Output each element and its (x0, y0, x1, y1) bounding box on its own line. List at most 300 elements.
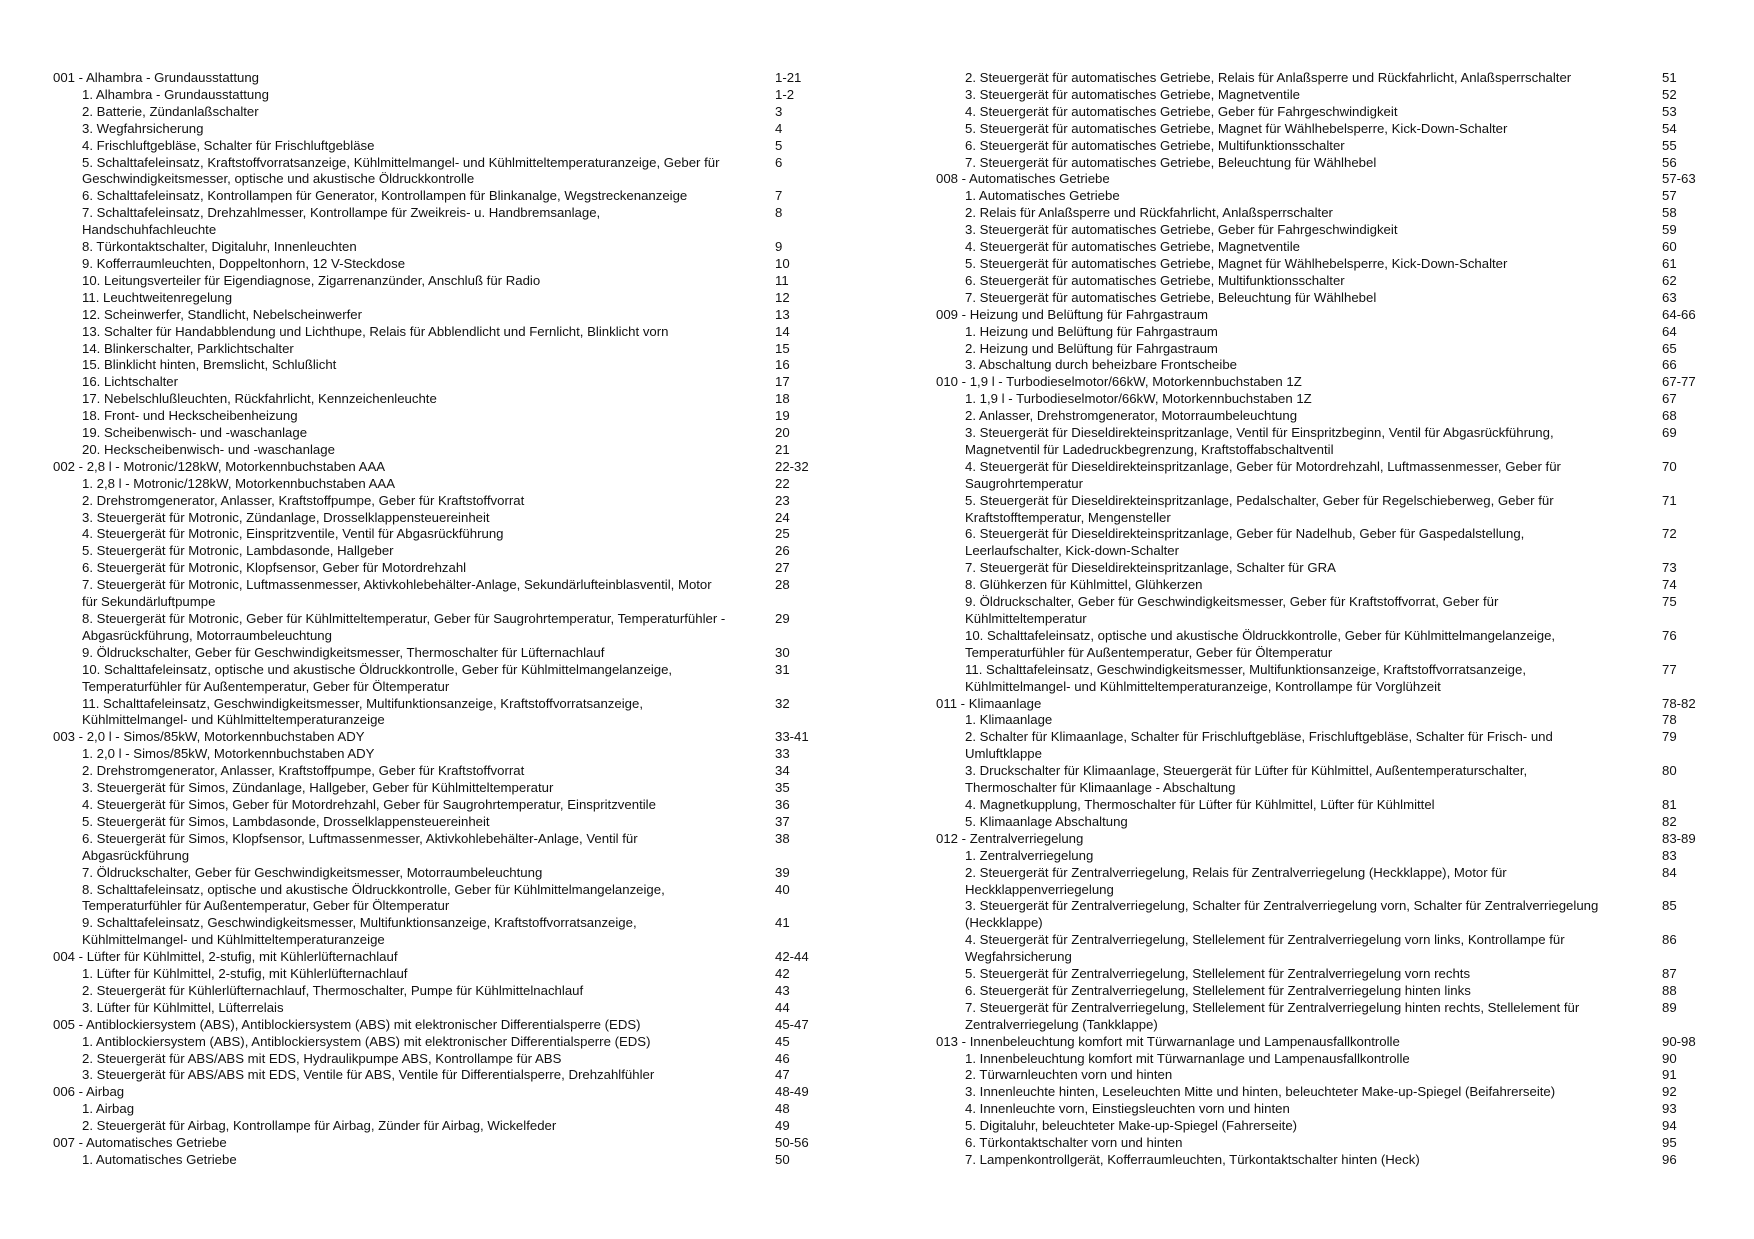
entry-title: 003 - 2,0 l - Simos/85kW, Motorkennbuchstaben ADY (53, 729, 365, 745)
entry-page-number: 60 (1662, 239, 1677, 255)
toc-subentry (936, 848, 1696, 865)
entry-title: 1. 2,0 l - Simos/85kW, Motorkennbuchstaben ADY (82, 746, 375, 762)
entry-title: 3. Steuergerät für Simos, Zündanlage, Hallgeber, Geber für Kühlmitteltemperatur (82, 780, 554, 796)
toc-subentry (936, 138, 1696, 155)
entry-title: 3. Steuergerät für ABS/ABS mit EDS, Ventile für ABS, Ventile für Differentialsperre, Drehzahlfühler (82, 1067, 655, 1083)
toc-subentry (936, 628, 1696, 662)
toc-section-heading (53, 729, 913, 746)
entry-title: 3. Steuergerät für automatisches Getriebe, Magnetventile (965, 86, 1300, 102)
entry-page-number: 70 (1662, 458, 1677, 474)
entry-title: 5. Schalttafeleinsatz, Kraftstoffvorratsanzeige, Kühlmittelmangel- und Kühlmitteltemperaturanzeige, Geber für Geschwindigkeitsmesser, optische und akustische Öldruckkontrolle (82, 154, 720, 187)
entry-title: 4. Steuergerät für automatisches Getriebe, Geber für Fahrgeschwindigkeit (965, 103, 1398, 119)
entry-title: 6. Türkontaktschalter vorn und hinten (965, 1135, 1183, 1151)
entry-page-number: 83 (1662, 847, 1677, 863)
toc-subentry (53, 357, 913, 374)
toc-subentry (936, 1067, 1696, 1084)
entry-page-number: 45 (775, 1033, 790, 1049)
entry-page-number: 87 (1662, 966, 1677, 982)
toc-subentry (936, 560, 1696, 577)
toc-subentry (53, 273, 913, 290)
toc-section-heading (53, 70, 913, 87)
entry-page-number: 94 (1662, 1118, 1677, 1134)
entry-page-number: 62 (1662, 272, 1677, 288)
toc-subentry (53, 763, 913, 780)
toc-subentry (53, 256, 913, 273)
toc-subentry (936, 87, 1696, 104)
entry-title: 013 - Innenbeleuchtung komfort mit Türwarnanlage und Lampenausfallkontrolle (936, 1033, 1400, 1049)
entry-page-number: 57-63 (1662, 171, 1696, 187)
toc-subentry (936, 865, 1696, 899)
entry-page-number: 82 (1662, 813, 1677, 829)
toc-subentry (53, 341, 913, 358)
entry-title: 5. Digitaluhr, beleuchteter Make-up-Spiegel (Fahrerseite) (965, 1118, 1298, 1134)
toc-section-heading (936, 831, 1696, 848)
toc-subentry (936, 408, 1696, 425)
entry-title: 3. Abschaltung durch beheizbare Frontscheibe (965, 357, 1237, 373)
entry-title: 2. Relais für Anlaßsperre und Rückfahrlicht, Anlaßsperrschalter (965, 205, 1333, 221)
toc-subentry (53, 408, 913, 425)
entry-title: 5. Steuergerät für automatisches Getriebe, Magnet für Wählhebelsperre, Kick-Down-Schalter (965, 120, 1508, 136)
entry-page-number: 65 (1662, 340, 1677, 356)
toc-subentry (936, 391, 1696, 408)
toc-subentry (53, 442, 913, 459)
entry-page-number: 50 (775, 1152, 790, 1167)
toc-subentry (53, 104, 913, 121)
entry-page-number: 21 (775, 441, 790, 457)
entry-title: 001 - Alhambra - Grundausstattung (53, 70, 259, 85)
entry-title: 7. Steuergerät für Motronic, Luftmassenmesser, Aktivkohlebehälter-Anlage, Sekundärlufteinblasventil, Motor für Sekundärluftpumpe (82, 577, 712, 610)
toc-subentry (936, 188, 1696, 205)
entry-title: 3. Lüfter für Kühlmittel, Lüfterrelais (82, 999, 284, 1015)
toc-subentry (53, 121, 913, 138)
entry-page-number: 26 (775, 543, 790, 559)
entry-title: 11. Leuchtweitenregelung (82, 289, 233, 305)
entry-title: 006 - Airbag (53, 1084, 125, 1100)
entry-page-number: 90-98 (1662, 1033, 1696, 1049)
entry-title: 10. Schalttafeleinsatz, optische und akustische Öldruckkontrolle, Geber für Kühlmittelmangelanzeige, Temperaturfühler für Außentemperatur, Geber für Öltemperatur (82, 661, 673, 694)
entry-title: 4. Innenleuchte vorn, Einstiegsleuchten vorn und hinten (965, 1101, 1290, 1117)
toc-section-heading (53, 949, 913, 966)
entry-title: 1. Heizung und Belüftung für Fahrgastraum (965, 323, 1218, 339)
entry-title: 1. Automatisches Getriebe (965, 188, 1120, 204)
entry-page-number: 10 (775, 255, 790, 271)
toc-subentry (936, 1101, 1696, 1118)
entry-title: 7. Steuergerät für automatisches Getriebe, Beleuchtung für Wählhebel (965, 289, 1377, 305)
toc-subentry (53, 1152, 913, 1169)
entry-title: 8. Schalttafeleinsatz, optische und akustische Öldruckkontrolle, Geber für Kühlmittelmangelanzeige, Temperaturfühler für Außentemperatur, Geber für Öltemperatur (82, 881, 665, 914)
entry-page-number: 72 (1662, 526, 1677, 542)
toc-subentry (936, 662, 1696, 696)
entry-title: 5. Steuergerät für automatisches Getriebe, Magnet für Wählhebelsperre, Kick-Down-Schalter (965, 255, 1508, 271)
entry-page-number: 12 (775, 289, 790, 305)
entry-page-number: 22 (775, 475, 790, 491)
entry-page-number: 41 (775, 915, 790, 931)
entry-page-number: 5 (775, 137, 783, 153)
entry-title: 6. Steuergerät für Motronic, Klopfsensor, Geber für Motordrehzahl (82, 560, 467, 576)
entry-title: 1. Innenbeleuchtung komfort mit Türwarnanlage und Lampenausfallkontrolle (965, 1050, 1410, 1066)
toc-subentry (53, 983, 913, 1000)
toc-subentry (936, 324, 1696, 341)
entry-page-number: 27 (775, 560, 790, 576)
entry-title: 2. Steuergerät für Airbag, Kontrollampe für Airbag, Zünder für Airbag, Wickelfeder (82, 1118, 557, 1134)
entry-title: 1. Klimaanlage (965, 712, 1053, 728)
entry-page-number: 96 (1662, 1152, 1677, 1167)
entry-title: 2. Steuergerät für ABS/ABS mit EDS, Hydraulikpumpe ABS, Kontrollampe für ABS (82, 1050, 562, 1066)
toc-subentry (936, 239, 1696, 256)
entry-title: 11. Schalttafeleinsatz, Geschwindigkeitsmesser, Multifunktionsanzeige, Kraftstoffvorratsanzeige, Kühlmittelmangel- und Kühlmitteltemperaturanzeige, Kontrollampe für Vorglühzeit (965, 661, 1526, 694)
entry-page-number: 33-41 (775, 729, 809, 745)
entry-title: 5. Steuergerät für Zentralverriegelung, Stellelement für Zentralverriegelung vorn rechts (965, 966, 1471, 982)
entry-title: 4. Steuergerät für Dieseldirekteinspritzanlage, Geber für Motordrehzahl, Luftmassenmesser, Geber für Saugrohrtemperatur (965, 458, 1561, 491)
entry-page-number: 77 (1662, 661, 1677, 677)
toc-subentry (53, 391, 913, 408)
toc-subentry (53, 865, 913, 882)
toc-subentry (53, 1101, 913, 1118)
toc-subentry (936, 1000, 1696, 1034)
entry-title: 7. Lampenkontrollgerät, Kofferraumleuchten, Türkontaktschalter hinten (Heck) (965, 1152, 1420, 1167)
entry-title: 7. Schalttafeleinsatz, Drehzahlmesser, Kontrollampe für Zweikreis- u. Handbremsanlage, Handschuhfachleuchte (82, 205, 601, 238)
toc-subentry (53, 1118, 913, 1135)
toc-subentry (936, 341, 1696, 358)
entry-title: 4. Steuergerät für Motronic, Einspritzventile, Ventil für Abgasrückführung (82, 526, 504, 542)
toc-section-heading (936, 171, 1696, 188)
entry-title: 5. Steuergerät für Motronic, Lambdasonde, Hallgeber (82, 543, 394, 559)
toc-subentry (53, 560, 913, 577)
entry-page-number: 76 (1662, 627, 1677, 643)
toc-subentry (53, 87, 913, 104)
entry-title: 7. Öldruckschalter, Geber für Geschwindigkeitsmesser, Motorraumbeleuchtung (82, 864, 543, 880)
entry-title: 3. Druckschalter für Klimaanlage, Steuergerät für Lüfter für Kühlmittel, Außentemperaturschalter, Thermoschalter für Klimaanlage - Abschaltung (965, 763, 1528, 796)
entry-page-number: 83-89 (1662, 830, 1696, 846)
toc-subentry (936, 222, 1696, 239)
toc-subentry (53, 307, 913, 324)
entry-title: 11. Schalttafeleinsatz, Geschwindigkeitsmesser, Multifunktionsanzeige, Kraftstoffvorratsanzeige, Kühlmittelmangel- und Kühlmitteltemperaturanzeige (82, 695, 643, 728)
entry-page-number: 75 (1662, 594, 1677, 610)
entry-page-number: 80 (1662, 763, 1677, 779)
toc-subentry (936, 1135, 1696, 1152)
toc-subentry (936, 1084, 1696, 1101)
entry-title: 2. Drehstromgenerator, Anlasser, Kraftstoffpumpe, Geber für Kraftstoffvorrat (82, 763, 525, 779)
toc-subentry (53, 239, 913, 256)
entry-title: 2. Türwarnleuchten vorn und hinten (965, 1067, 1173, 1083)
toc-section-heading (936, 374, 1696, 391)
entry-page-number: 44 (775, 999, 790, 1015)
entry-page-number: 63 (1662, 289, 1677, 305)
toc-subentry (936, 121, 1696, 138)
toc-subentry (936, 205, 1696, 222)
entry-title: 3. Steuergerät für Dieseldirekteinspritzanlage, Ventil für Einspritzbeginn, Ventil für Abgasrückführung, Magnetventil für Ladedruckbegrenzung, Kraftstoffabschaltventil (965, 425, 1554, 457)
entry-page-number: 57 (1662, 188, 1677, 204)
entry-page-number: 42-44 (775, 949, 809, 965)
entry-page-number: 88 (1662, 982, 1677, 998)
entry-title: 2. Anlasser, Drehstromgenerator, Motorraumbeleuchtung (965, 408, 1298, 424)
entry-page-number: 67 (1662, 391, 1677, 407)
entry-title: 2. Steuergerät für automatisches Getriebe, Relais für Anlaßsperre und Rückfahrlicht, Anlaßsperrschalter (965, 70, 1572, 85)
entry-title: 9. Öldruckschalter, Geber für Geschwindigkeitsmesser, Thermoschalter für Lüfternachlauf (82, 644, 605, 660)
entry-page-number: 34 (775, 763, 790, 779)
entry-title: 3. Wegfahrsicherung (82, 120, 204, 136)
entry-title: 6. Steuergerät für Dieseldirekteinspritzanlage, Geber für Nadelhub, Geber für Gaspedalstellung, Leerlaufschalter, Kick-down-Schalter (965, 526, 1525, 559)
toc-subentry (53, 205, 913, 239)
toc-subentry (936, 155, 1696, 172)
entry-page-number: 40 (775, 881, 790, 897)
entry-page-number: 32 (775, 695, 790, 711)
entry-title: 4. Steuergerät für Simos, Geber für Motordrehzahl, Geber für Saugrohrtemperatur, Einspritzventile (82, 796, 656, 812)
toc-subentry (53, 645, 913, 662)
toc-subentry (53, 510, 913, 527)
entry-page-number: 73 (1662, 560, 1677, 576)
entry-page-number: 79 (1662, 729, 1677, 745)
entry-page-number: 58 (1662, 205, 1677, 221)
entry-page-number: 48-49 (775, 1084, 809, 1100)
toc-subentry (53, 696, 913, 730)
entry-page-number: 95 (1662, 1135, 1677, 1151)
entry-page-number: 11 (775, 272, 789, 288)
entry-page-number: 93 (1662, 1101, 1677, 1117)
entry-title: 4. Frischluftgebläse, Schalter für Frischluftgebläse (82, 137, 375, 153)
entry-page-number: 43 (775, 982, 790, 998)
entry-title: 1. Antiblockiersystem (ABS), Antiblockiersystem (ABS) mit elektronischer Differentialsperre (EDS) (82, 1033, 651, 1049)
toc-subentry (53, 425, 913, 442)
toc-subentry (53, 476, 913, 493)
entry-page-number: 51 (1662, 70, 1677, 85)
entry-title: 9. Schalttafeleinsatz, Geschwindigkeitsmesser, Multifunktionsanzeige, Kraftstoffvorratsanzeige, Kühlmittelmangel- und Kühlmitteltemperaturanzeige (82, 915, 637, 948)
entry-page-number: 24 (775, 509, 790, 525)
entry-page-number: 64 (1662, 323, 1677, 339)
toc-subentry (936, 763, 1696, 797)
toc-subentry (53, 374, 913, 391)
entry-page-number: 39 (775, 864, 790, 880)
entry-page-number: 17 (775, 374, 790, 390)
toc-subentry (53, 526, 913, 543)
entry-page-number: 22-32 (775, 458, 809, 474)
toc-subentry (53, 746, 913, 763)
entry-page-number: 38 (775, 830, 790, 846)
entry-title: 1. Automatisches Getriebe (82, 1152, 237, 1167)
toc-subentry (936, 1051, 1696, 1068)
entry-title: 1. 1,9 l - Turbodieselmotor/66kW, Motorkennbuchstaben 1Z (965, 391, 1312, 407)
entry-title: 1. Alhambra - Grundausstattung (82, 86, 269, 102)
toc-section-heading (53, 1135, 913, 1152)
entry-title: 7. Steuergerät für automatisches Getriebe, Beleuchtung für Wählhebel (965, 154, 1377, 170)
entry-title: 4. Steuergerät für automatisches Getriebe, Magnetventile (965, 239, 1300, 255)
entry-title: 5. Steuergerät für Dieseldirekteinspritzanlage, Pedalschalter, Geber für Regelschieberweg, Geber für Kraftstofftemperatur, Mengensteller (965, 492, 1554, 525)
entry-page-number: 1-2 (775, 86, 795, 102)
entry-title: 10. Schalttafeleinsatz, optische und akustische Öldruckkontrolle, Geber für Kühlmittelmangelanzeige, Temperaturfühler für Außentemperatur, Geber für Öltemperatur (965, 627, 1556, 660)
toc-subentry (936, 577, 1696, 594)
entry-page-number: 1-21 (775, 70, 802, 85)
toc-subentry (936, 425, 1696, 459)
toc-subentry (936, 273, 1696, 290)
entry-page-number: 9 (775, 239, 783, 255)
toc-column-left (53, 70, 913, 1169)
toc-subentry (53, 577, 913, 611)
entry-page-number: 68 (1662, 408, 1677, 424)
entry-page-number: 47 (775, 1067, 790, 1083)
entry-page-number: 66 (1662, 357, 1677, 373)
toc-subentry (53, 188, 913, 205)
entry-title: 2. Heizung und Belüftung für Fahrgastraum (965, 340, 1218, 356)
entry-page-number: 61 (1662, 255, 1677, 271)
entry-title: 6. Steuergerät für Simos, Klopfsensor, Luftmassenmesser, Aktivkohlebehälter-Anlage, Ventil für Abgasrückführung (82, 830, 638, 863)
toc-subentry (936, 729, 1696, 763)
entry-title: 19. Scheibenwisch- und -waschanlage (82, 425, 308, 441)
entry-title: 3. Steuergerät für Motronic, Zündanlage, Drosselklappensteuereinheit (82, 509, 490, 525)
entry-title: 17. Nebelschlußleuchten, Rückfahrlicht, Kennzeichenleuchte (82, 391, 437, 407)
entry-title: 16. Lichtschalter (82, 374, 179, 390)
toc-subentry (936, 712, 1696, 729)
entry-page-number: 69 (1662, 425, 1677, 441)
entry-page-number: 33 (775, 746, 790, 762)
entry-title: 007 - Automatisches Getriebe (53, 1135, 227, 1151)
entry-page-number: 35 (775, 780, 790, 796)
entry-page-number: 54 (1662, 120, 1677, 136)
entry-page-number: 55 (1662, 137, 1677, 153)
entry-title: 3. Steuergerät für automatisches Getriebe, Geber für Fahrgeschwindigkeit (965, 222, 1398, 238)
toc-subentry (936, 1152, 1696, 1169)
entry-page-number: 78 (1662, 712, 1677, 728)
entry-title: 6. Steuergerät für Zentralverriegelung, Stellelement für Zentralverriegelung hinten links (965, 982, 1471, 998)
toc-subentry (53, 966, 913, 983)
entry-title: 2. Schalter für Klimaanlage, Schalter für Frischluftgebläse, Frischluftgebläse, Schalter für Frisch- und Umluftklappe (965, 729, 1553, 762)
entry-page-number: 25 (775, 526, 790, 542)
toc-subentry (936, 898, 1696, 932)
entry-title: 18. Front- und Heckscheibenheizung (82, 408, 298, 424)
toc-section-heading (936, 696, 1696, 713)
toc-subentry (936, 70, 1696, 87)
entry-title: 4. Steuergerät für Zentralverriegelung, Stellelement für Zentralverriegelung vorn links, Kontrollampe für Wegfahrsicherung (965, 932, 1565, 965)
entry-page-number: 71 (1662, 492, 1677, 508)
entry-title: 5. Steuergerät für Simos, Lambdasonde, Drosselklappensteuereinheit (82, 813, 490, 829)
entry-page-number: 49 (775, 1118, 790, 1134)
toc-subentry (936, 797, 1696, 814)
entry-page-number: 14 (775, 323, 790, 339)
entry-title: 3. Innenleuchte hinten, Leseleuchten Mitte und hinten, beleuchteter Make-up-Spiegel (Beifahrerseite) (965, 1084, 1556, 1100)
entry-title: 009 - Heizung und Belüftung für Fahrgastraum (936, 306, 1208, 322)
toc-subentry (936, 966, 1696, 983)
entry-page-number: 92 (1662, 1084, 1677, 1100)
toc-section-heading (53, 1084, 913, 1101)
entry-title: 1. Zentralverriegelung (965, 847, 1094, 863)
entry-page-number: 30 (775, 644, 790, 660)
toc-subentry (53, 611, 913, 645)
toc-subentry (53, 493, 913, 510)
entry-page-number: 46 (775, 1050, 790, 1066)
toc-subentry (53, 324, 913, 341)
entry-page-number: 42 (775, 966, 790, 982)
entry-page-number: 16 (775, 357, 790, 373)
toc-subentry (53, 797, 913, 814)
entry-title: 2. Drehstromgenerator, Anlasser, Kraftstoffpumpe, Geber für Kraftstoffvorrat (82, 492, 525, 508)
entry-title: 8. Türkontaktschalter, Digitaluhr, Innenleuchten (82, 239, 357, 255)
toc-subentry (936, 493, 1696, 527)
entry-title: 6. Schalttafeleinsatz, Kontrollampen für Generator, Kontrollampen für Blinkanalge, Wegstreckenanzeige (82, 188, 688, 204)
toc-subentry (936, 526, 1696, 560)
entry-page-number: 74 (1662, 577, 1677, 593)
entry-page-number: 53 (1662, 103, 1677, 119)
entry-page-number: 90 (1662, 1050, 1677, 1066)
entry-title: 15. Blinklicht hinten, Bremslicht, Schlußlicht (82, 357, 337, 373)
entry-title: 7. Steuergerät für Zentralverriegelung, Stellelement für Zentralverriegelung hinten rechts, Stellelement für Zentralverriegelung (Tankklappe) (965, 999, 1580, 1032)
toc-subentry (936, 594, 1696, 628)
entry-title: 5. Klimaanlage Abschaltung (965, 813, 1128, 829)
entry-title: 14. Blinkerschalter, Parklichtschalter (82, 340, 294, 356)
entry-title: 8. Steuergerät für Motronic, Geber für Kühlmitteltemperatur, Geber für Saugrohrtemperatur, Temperaturfühler - Abgasrückführung, Motorraumbeleuchtung (82, 611, 726, 643)
entry-page-number: 20 (775, 425, 790, 441)
entry-page-number: 84 (1662, 864, 1677, 880)
toc-subentry (936, 104, 1696, 121)
entry-page-number: 13 (775, 306, 790, 322)
toc-subentry (936, 357, 1696, 374)
toc-subentry (936, 459, 1696, 493)
entry-title: 1. Airbag (82, 1101, 135, 1117)
entry-title: 1. 2,8 l - Motronic/128kW, Motorkennbuchstaben AAA (82, 475, 396, 491)
toc-subentry (53, 882, 913, 916)
toc-section-heading (936, 1034, 1696, 1051)
entry-title: 012 - Zentralverriegelung (936, 830, 1084, 846)
toc-subentry (53, 1034, 913, 1051)
entry-title: 20. Heckscheibenwisch- und -waschanlage (82, 441, 335, 457)
toc-subentry (936, 290, 1696, 307)
entry-page-number: 91 (1662, 1067, 1677, 1083)
toc-subentry (53, 915, 913, 949)
entry-page-number: 67-77 (1662, 374, 1696, 390)
entry-title: 9. Öldruckschalter, Geber für Geschwindigkeitsmesser, Geber für Kraftstoffvorrat, Geber für Kühlmitteltemperatur (965, 594, 1499, 626)
entry-page-number: 64-66 (1662, 306, 1696, 322)
entry-page-number: 89 (1662, 999, 1677, 1015)
entry-title: 6. Steuergerät für automatisches Getriebe, Multifunktionsschalter (965, 272, 1345, 288)
toc-subentry (53, 1067, 913, 1084)
entry-page-number: 56 (1662, 154, 1677, 170)
entry-page-number: 52 (1662, 86, 1677, 102)
entry-title: 3. Steuergerät für Zentralverriegelung, Schalter für Zentralverriegelung vorn, Schalter für Zentralverriegelung (Heckklappe) (965, 898, 1599, 931)
entry-page-number: 3 (775, 103, 783, 119)
entry-page-number: 8 (775, 205, 783, 221)
entry-title: 010 - 1,9 l - Turbodieselmotor/66kW, Motorkennbuchstaben 1Z (936, 374, 1302, 390)
toc-subentry (936, 256, 1696, 273)
entry-page-number: 28 (775, 577, 790, 593)
toc-section-heading (936, 307, 1696, 324)
entry-page-number: 86 (1662, 932, 1677, 948)
toc-subentry (53, 138, 913, 155)
entry-page-number: 85 (1662, 898, 1677, 914)
toc-subentry (53, 780, 913, 797)
entry-title: 6. Steuergerät für automatisches Getriebe, Multifunktionsschalter (965, 137, 1345, 153)
toc-subentry (53, 831, 913, 865)
toc-subentry (53, 155, 913, 189)
entry-page-number: 23 (775, 492, 790, 508)
entry-page-number: 6 (775, 154, 783, 170)
entry-title: 2. Batterie, Zündanlaßschalter (82, 103, 259, 119)
entry-title: 12. Scheinwerfer, Standlicht, Nebelscheinwerfer (82, 306, 363, 322)
entry-page-number: 45-47 (775, 1016, 809, 1032)
entry-page-number: 36 (775, 796, 790, 812)
entry-title: 011 - Klimaanlage (936, 695, 1042, 711)
toc-subentry (53, 814, 913, 831)
entry-title: 13. Schalter für Handabblendung und Lichthupe, Relais für Abblendlicht und Fernlicht, Blinklicht vorn (82, 323, 669, 339)
entry-page-number: 48 (775, 1101, 790, 1117)
entry-title: 1. Lüfter für Kühlmittel, 2-stufig, mit Kühlerlüfternachlauf (82, 966, 408, 982)
entry-page-number: 59 (1662, 222, 1677, 238)
entry-page-number: 31 (775, 661, 790, 677)
entry-page-number: 19 (775, 408, 790, 424)
entry-title: 4. Magnetkupplung, Thermoschalter für Lüfter für Kühlmittel, Lüfter für Kühlmittel (965, 796, 1435, 812)
entry-page-number: 29 (775, 611, 790, 626)
entry-title: 002 - 2,8 l - Motronic/128kW, Motorkennbuchstaben AAA (53, 458, 386, 474)
toc-subentry (53, 290, 913, 307)
toc-subentry (53, 662, 913, 696)
toc-subentry (936, 932, 1696, 966)
